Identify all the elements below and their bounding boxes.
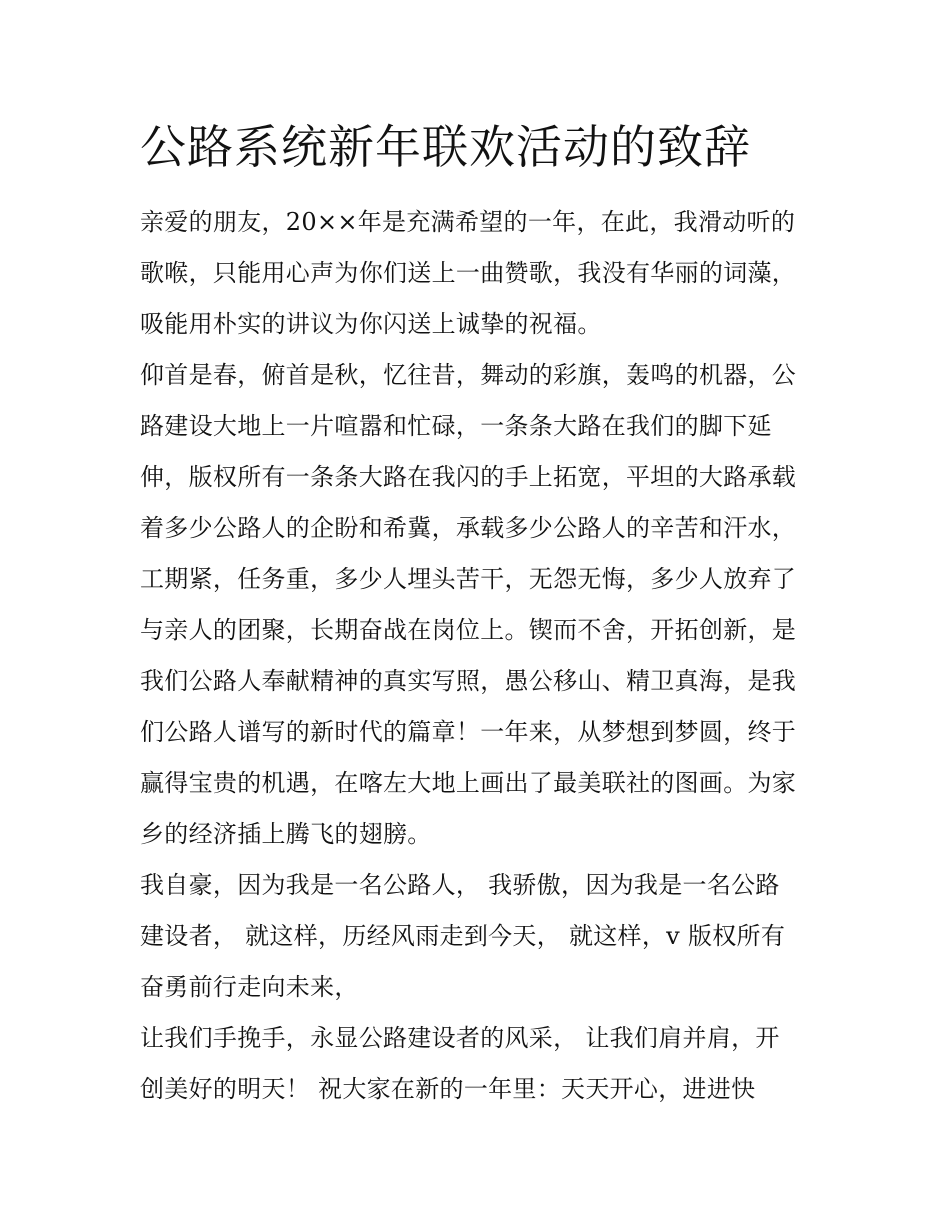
body-line: 奋勇前行走向未来， <box>140 973 359 1001</box>
body-line: 仰首是春，俯首是秋，忆往昔，舞动的彩旗，轰鸣的机器，公 <box>140 361 797 389</box>
body-line: 乡的经济插上腾飞的翅膀。 <box>140 820 432 848</box>
document-title: 公路系统新年联欢活动的致辞 <box>140 120 751 174</box>
body-line: 与亲人的团聚，长期奋战在岗位上。锲而不舍，开拓创新，是 <box>140 616 797 644</box>
body-line: 我们公路人奉献精神的真实写照，愚公移山、精卫真海，是我 <box>140 667 797 695</box>
body-line: 伸，版权所有一条条大路在我闪的手上拓宽，平坦的大路承载 <box>140 463 797 491</box>
body-line: 歌喉，只能用心声为你们送上一曲赞歌，我没有华丽的词藻， <box>140 259 797 287</box>
body-line: 着多少公路人的企盼和希冀，承载多少公路人的辛苦和汗水， <box>140 514 797 542</box>
body-line: 让我们手挽手，永显公路建设者的风采， 让我们肩并肩，开 <box>140 1024 780 1052</box>
body-line: 创美好的明天！ 祝大家在新的一年里：天天开心，进进快 <box>140 1075 756 1103</box>
body-line: 我自豪，因为我是一名公路人， 我骄傲，因为我是一名公路 <box>140 871 780 899</box>
body-line: 路建设大地上一片喧嚣和忙碌，一条条大路在我们的脚下延 <box>140 412 772 440</box>
body-line: 建设者， 就这样，历经风雨走到今天， 就这样，v 版权所有 <box>140 922 786 950</box>
body-line: 亲爱的朋友，20××年是充满希望的一年，在此，我滑动听的 <box>140 208 796 236</box>
body-line: 们公路人谱写的新时代的篇章！一年来，从梦想到梦圆，终于 <box>140 718 797 746</box>
body-line: 吸能用朴实的讲议为你闪送上诚挚的祝福。 <box>140 310 602 338</box>
body-line: 工期紧，任务重，多少人埋头苦干，无怨无悔，多少人放弃了 <box>140 565 797 593</box>
body-line: 赢得宝贵的机遇，在喀左大地上画出了最美联社的图画。为家 <box>140 769 797 797</box>
